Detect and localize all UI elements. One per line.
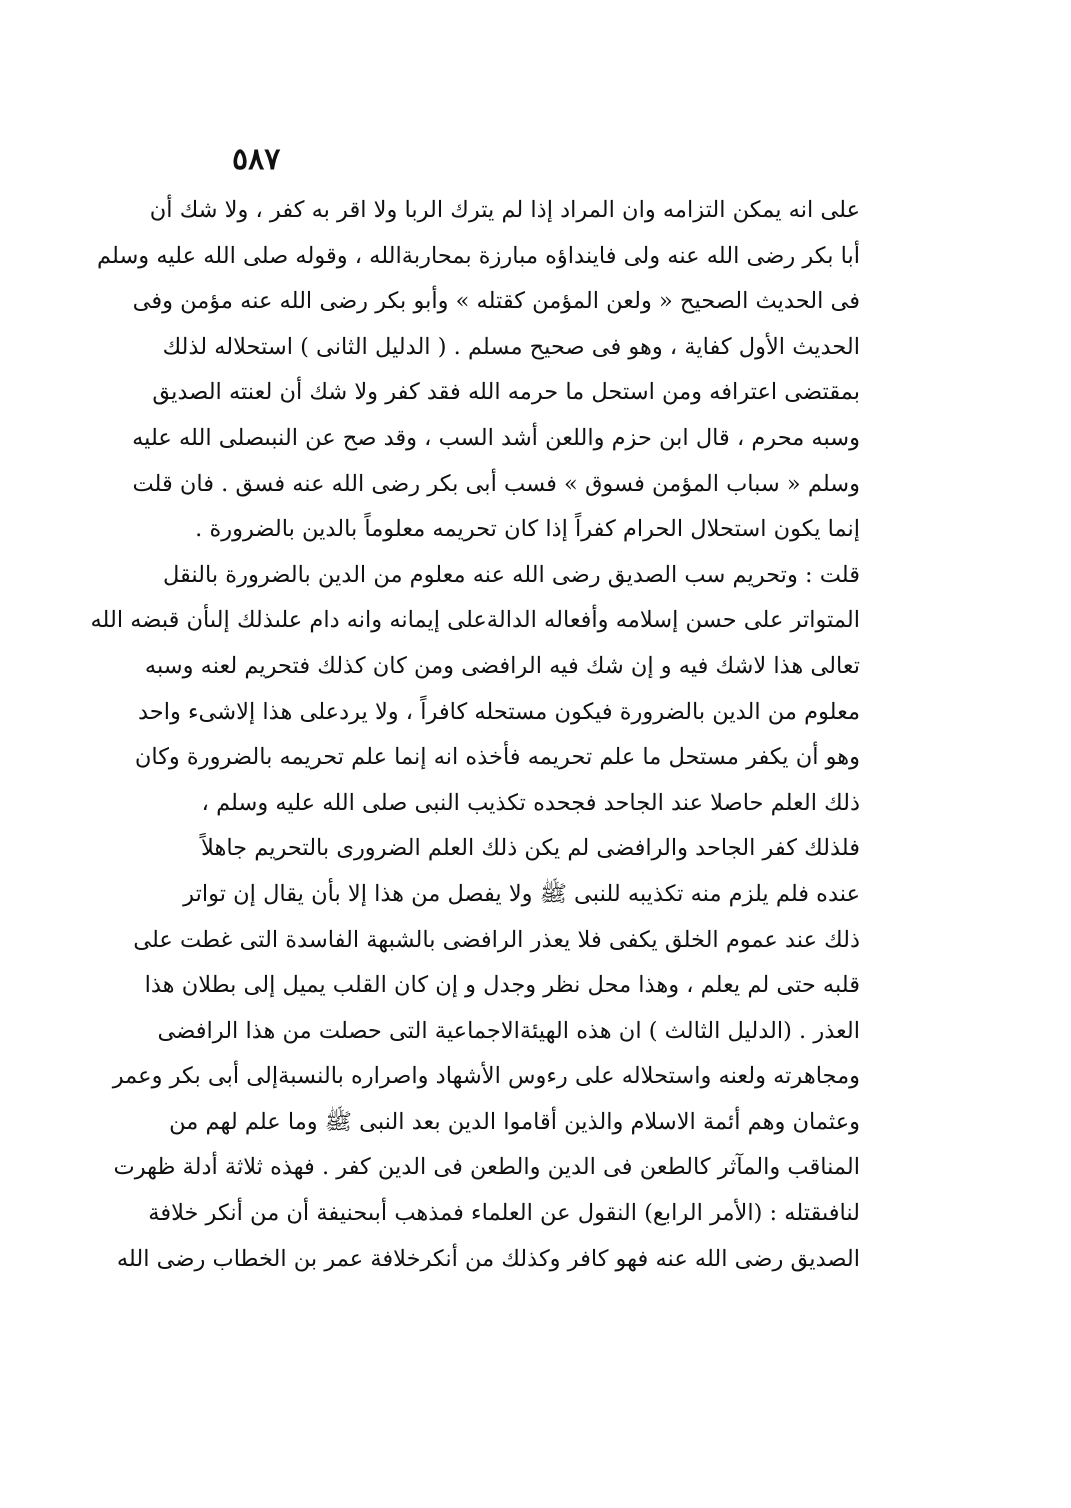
text-line: تعالى هذا لاشك فيه و إن شك فيه الرافضى ومن كان كذلك فتحريم لعنه وسبه [144, 652, 860, 679]
text-line: وسبه محرم ، قال ابن حزم واللعن أشد السب ، وقد صح عن النبىصلى الله عليه [132, 424, 860, 451]
text-line: فلذلك كفر الجاحد والرافضى لم يكن ذلك العلم الضرورى بالتحريم جاهلاً [201, 835, 860, 862]
text-line: ذلك عند عموم الخلق يكفى فلا يعذر الرافضى بالشبهة الفاسدة التى غطت على [133, 926, 860, 953]
page-number: ٥٨٧ [232, 142, 281, 177]
text-line: لنافىقتله : (الأمر الرابع) النقول عن العلماء فمذهب أبىحنيفة أن من أنكر خلافة [148, 1200, 860, 1227]
text-line: ذلك العلم حاصلا عند الجاحد فجحده تكذيب النبى صلى الله عليه وسلم ، [201, 789, 860, 816]
text-line: وعثمان وهم أئمة الاسلام والذين أقاموا الدين بعد النبى ﷺ وما علم لهم من [169, 1108, 860, 1135]
text-line: قلبه حتى لم يعلم ، وهذا محل نظر وجدل و إن كان القلب يميل إلى بطلان هذا [144, 972, 860, 999]
text-line: الصديق رضى الله عنه فهو كافر وكذلك من أنكرخلافة عمر بن الخطاب رضى الله [116, 1245, 860, 1272]
text-line: العذر . (الدليل الثالث ) ان هذه الهيئةالاجماعية التى حصلت من هذا الرافضى [157, 1017, 860, 1044]
text-line: معلوم من الدين بالضرورة فيكون مستحله كافراً ، ولا يردعلى هذا إلاشىء واحد [137, 698, 860, 725]
text-line: على انه يمكن التزامه وان المراد إذا لم يترك الربا ولا اقر به كفر ، ولا شك أن [149, 197, 860, 223]
text-line: قلت : وتحريم سب الصديق رضى الله عنه معلوم من الدين بالضرورة بالنقل [162, 561, 860, 588]
text-line: بمقتضى اعترافه ومن استحل ما حرمه الله فقد كفر ولا شك أن لعنته الصديق [152, 379, 860, 406]
text-body [90, 188, 860, 1282]
text-line: المتواتر على حسن إسلامه وأفعاله الدالةعلى إيمانه وانه دام علىذلك إلىأن قبضه الله [90, 607, 860, 634]
text-line: أبا بكر رضى الله عنه ولى فاينداؤه مبارزة بمحاربةالله ، وقوله صلى الله عليه وسلم [97, 242, 860, 269]
text-line: المناقب والمآثر كالطعن فى الدين والطعن فى الدين كفر . فهذه ثلاثة أدلة ظهرت [113, 1154, 860, 1181]
text-line: الحديث الأول كفاية ، وهو فى صحيح مسلم . ( الدليل الثانى ) استحلاله لذلك [162, 333, 860, 360]
text-line: وهو أن يكفر مستحل ما علم تحريمه فأخذه انه إنما علم تحريمه بالضرورة وكان [134, 744, 860, 771]
text-line: إنما يكون استحلال الحرام كفراً إذا كان تحريمه معلوماً بالدين بالضرورة . [195, 516, 860, 543]
text-line: عنده فلم يلزم منه تكذيبه للنبى ﷺ ولا يفصل من هذا إلا بأن يقال إن تواتر [183, 880, 860, 907]
text-line: فى الحديث الصحيح « ولعن المؤمن كقتله » وأبو بكر رضى الله عنه مؤمن وفى [132, 288, 860, 315]
text-line: وسلم « سباب المؤمن فسوق » فسب أبى بكر رضى الله عنه فسق . فان قلت [132, 470, 860, 497]
text-line: ومجاهرته ولعنه واستحلاله على رءوس الأشهاد واصراره بالنسبةإلى أبى بكر وعمر [112, 1063, 860, 1090]
